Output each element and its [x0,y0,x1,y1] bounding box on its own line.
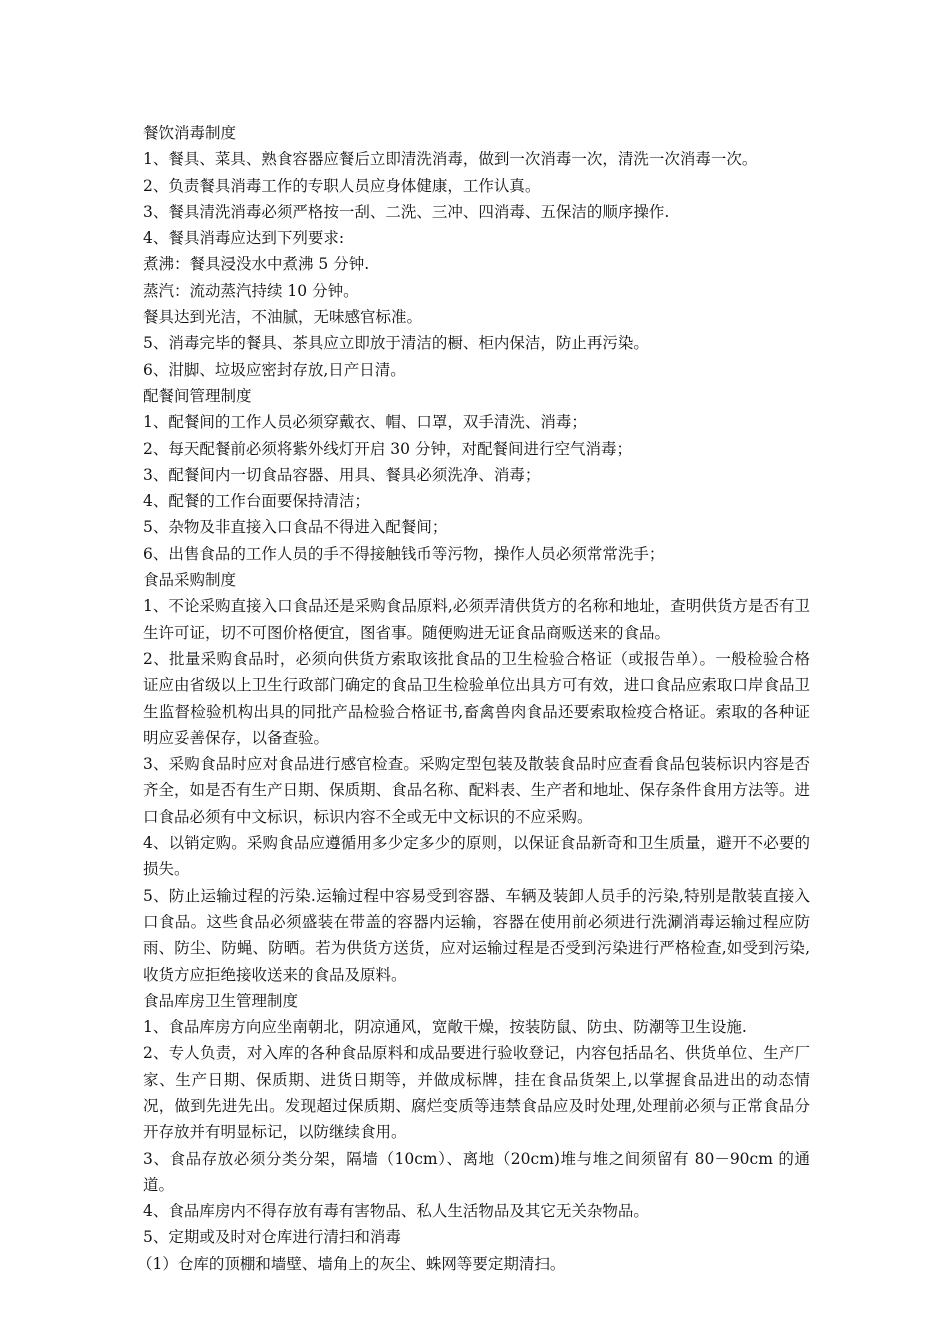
document-body [137,120,810,1277]
section-title-serving-room: 配餐间管理制度 [143,386,252,405]
paragraph: 餐具达到光洁，不油腻，无味感官标准。 [143,308,423,327]
paragraph: 蒸汽：流动蒸汽持续 10 分钟。 [143,281,359,300]
section-title-food-storage: 食品库房卫生管理制度 [143,991,299,1010]
paragraph: 3、配餐间内一切食品容器、用具、餐具必须洗净、消毒； [143,465,541,484]
paragraph: 2、每天配餐前必须将紫外线灯开启 30 分钟，对配餐间进行空气消毒； [143,439,632,458]
paragraph: 5、定期或及时对仓库进行清扫和消毒 [143,1228,401,1247]
paragraph: 1、配餐间的工作人员必须穿戴衣、帽、口罩，双手清洗、消毒； [143,413,587,432]
paragraph: 6、泔脚、垃圾应密封存放,日产日清。 [143,360,406,379]
paragraph: 2、批量采购食品时，必须向供货方索取该批食品的卫生检验合格证（或报告单）。一般检验合格证应由省级以上卫生行政部门确定的食品卫生检验单位出具方可有效，进口食品应索取口岸食品卫生监督检验机构出具的同批产品检验合格证书,畜禽兽肉食品还要索取检疫合格证。索取的各种证明应妥善保存，以备查验。 [143,649,810,747]
paragraph: 3、餐具清洗消毒必须严格按一刮、二洗、三冲、四消毒、五保洁的顺序操作. [143,202,670,221]
paragraph: 5、杂物及非直接入口食品不得进入配餐间； [143,518,448,537]
paragraph: 煮沸：餐具浸没水中煮沸 5 分钟. [143,255,370,274]
paragraph: （1）仓库的顶棚和墙壁、墙角上的灰尘、蛛网等要定期清扫。 [137,1254,566,1273]
paragraph: 4、食品库房内不得存放有毒有害物品、私人生活物品及其它无关杂物品。 [143,1202,649,1221]
paragraph: 1、食品库房方向应坐南朝北，阴凉通风，宽敞干燥，按装防鼠、防虫、防潮等卫生设施. [143,1018,747,1037]
paragraph: 3、采购食品时应对食品进行感官检查。采购定型包装及散装食品时应查看食品包装标识内容是否齐全，如是否有生产日期、保质期、食品名称、配料表、生产者和地址、保存条件食用方法等。进口食品必须有中文标识，标识内容不全或无中文标识的不应采购。 [143,755,810,826]
paragraph: 2、负责餐具消毒工作的专职人员应身体健康，工作认真。 [143,176,541,195]
paragraph: 4、以销定购。采购食品应遵循用多少定多少的原则，以保证食品新奇和卫生质量，避开不必要的损失。 [143,834,810,879]
paragraph: 1、不论采购直接入口食品还是采购食品原料,必须弄清供货方的名称和地址，查明供货方是否有卫生许可证，切不可图价格便宜，图省事。随便购进无证食品商贩送来的食品。 [143,597,810,642]
paragraph: 1、餐具、菜具、熟食容器应餐后立即清洗消毒，做到一次消毒一次，清洗一次消毒一次。 [143,150,758,169]
paragraph: 2、专人负责，对入库的各种食品原料和成品要进行验收登记，内容包括品名、供货单位、生产厂家、生产日期、保质期、进货日期等，并做成标牌，挂在食品货架上,以掌握食品进出的动态情况，做到先进先出。发现超过保质期、腐烂变质等违禁食品应及时处理,处理前必须与正常食品分开存放并有明显标记，以防继续食用。 [143,1044,810,1142]
paragraph: 4、配餐的工作台面要保持清洁； [143,492,370,511]
section-title-tableware-disinfection: 餐饮消毒制度 [143,124,237,142]
paragraph: 5、防止运输过程的污染.运输过程中容易受到容器、车辆及装卸人员手的污染,特别是散装直接入口食品。这些食品必须盛装在带盖的容器内运输，容器在使用前必须进行洗涮消毒运输过程应防雨、防尘、防蝇、防晒。若为供货方送货，应对运输过程是否受到污染进行严格检查,如受到污染,收货方应拒绝接收送来的食品及原料。 [143,886,810,984]
paragraph: 5、消毒完毕的餐具、茶具应立即放于清洁的橱、柜内保洁，防止再污染。 [143,334,649,353]
paragraph: 4、餐具消毒应达到下列要求: [143,229,345,248]
paragraph: 6、出售食品的工作人员的手不得接触钱币等污物，操作人员必须常常洗手； [143,544,665,563]
paragraph: 3、食品存放必须分类分架，隔墙（10cm）、离地（20cm)堆与堆之间须留有 80－90cm 的通道。 [143,1149,810,1194]
section-title-food-purchasing: 食品采购制度 [143,571,237,590]
